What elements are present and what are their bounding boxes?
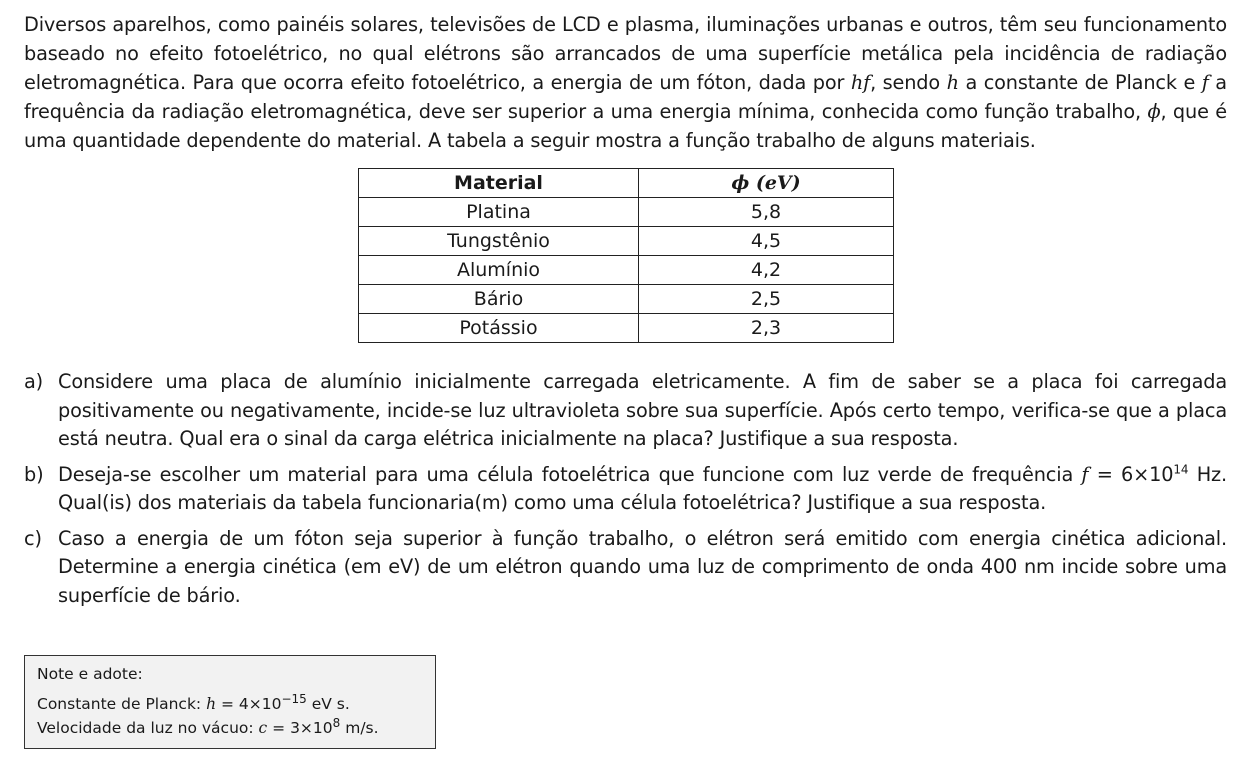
question-a <box>24 368 1227 454</box>
note-light-speed: Velocidade da luz no vácuo: $c = 3\times 10^8$ m/s. <box>37 715 379 737</box>
math-h: h <box>206 695 217 713</box>
value-cell: 2,3 <box>639 314 894 343</box>
math-c: c <box>258 719 268 737</box>
intro-text: , sendo <box>870 71 947 94</box>
document-page <box>24 10 1227 737</box>
intro-text: a constante de Planck e <box>958 71 1202 94</box>
intro-text: , que é uma quantidade dependente do material. A tabela a seguir mostra a função trabalho de alguns materiais. <box>24 100 1227 152</box>
questions-list <box>24 368 1227 617</box>
table-header-row <box>359 169 894 198</box>
question-letter: a) <box>24 370 44 393</box>
material-cell: Tungstênio <box>359 227 639 256</box>
work-function-table <box>358 168 894 343</box>
exponent: 8 <box>332 715 341 730</box>
exponent: −15 <box>281 691 307 706</box>
question-c <box>24 525 1227 611</box>
note-planck-constant: Constante de Planck: $h = 4\times 10^{-15}$ eV s. <box>37 691 350 713</box>
table-row <box>359 314 894 343</box>
math-hf: hf <box>850 71 871 94</box>
intro-text: Diversos aparelhos, como painéis solares, televisões de LCD e plasma, iluminações urbanas e outros, têm seu funcionamento baseado no efeito fotoelétrico, no qual elétrons são arrancados de uma superfície metálica pela incidência de radiação eletromagnética. Para que ocorra efeito fotoelétrico, a energia de um fóton, dada por <box>24 13 1227 94</box>
table-row <box>359 256 894 285</box>
question-text: Caso a energia de um fóton seja superior à função trabalho, o elétron será emitido com energia cinética adicional. Determine a energia cinética (em eV) de um elétron quando uma luz de comprimento de onda 400 nm incide sobre uma superfície de bário. <box>58 526 1227 607</box>
value-cell: 2,5 <box>639 285 894 314</box>
value-cell: 4,5 <box>639 227 894 256</box>
value-cell: 5,8 <box>639 198 894 227</box>
header-material: Material <box>359 169 639 198</box>
note-box <box>24 655 436 749</box>
math-f: f <box>1201 71 1209 94</box>
table-row <box>359 227 894 256</box>
question-letter: c) <box>24 526 42 550</box>
material-cell: Potássio <box>359 314 639 343</box>
exponent: 14 <box>1173 462 1189 477</box>
work-function-table-wrapper <box>358 168 894 343</box>
note-title: Note e adote: <box>37 665 143 683</box>
math-f: f <box>1081 462 1089 486</box>
question-b <box>24 461 1227 518</box>
question-letter: b) <box>24 462 44 486</box>
intro-paragraph <box>24 10 1227 155</box>
material-cell: Alumínio <box>359 256 639 285</box>
material-cell: Bário <box>359 285 639 314</box>
material-cell: Platina <box>359 198 639 227</box>
question-text: Considere uma placa de alumínio inicialmente carregada eletricamente. A fim de saber se a placa foi carregada positivamente ou negativamente, incide-se luz ultravioleta sobre sua superfície. Após certo tempo, verifica-se que a placa está neutra. Qual era o sinal da carga elétrica inicialmente na placa? Justifique a sua resposta. <box>58 370 1227 450</box>
question-text: Deseja-se escolher um material para uma célula fotoelétrica que funcione com luz verde de frequência $f = 6\times 10^{14}$ Hz. Qual(is) dos materiais da tabela funcionaria(m) como uma célula fotoelétrica? Justifique a sua resposta. <box>58 462 1227 514</box>
math-phi: ϕ <box>1147 100 1161 123</box>
math-h: h <box>946 71 959 94</box>
header-work-function: ϕ (eV) <box>639 169 894 198</box>
intro-text: a frequência da radiação eletromagnética, deve ser superior a uma energia mínima, conhecida como função trabalho, <box>24 71 1227 123</box>
table-row <box>359 198 894 227</box>
table-row <box>359 285 894 314</box>
value-cell: 4,2 <box>639 256 894 285</box>
